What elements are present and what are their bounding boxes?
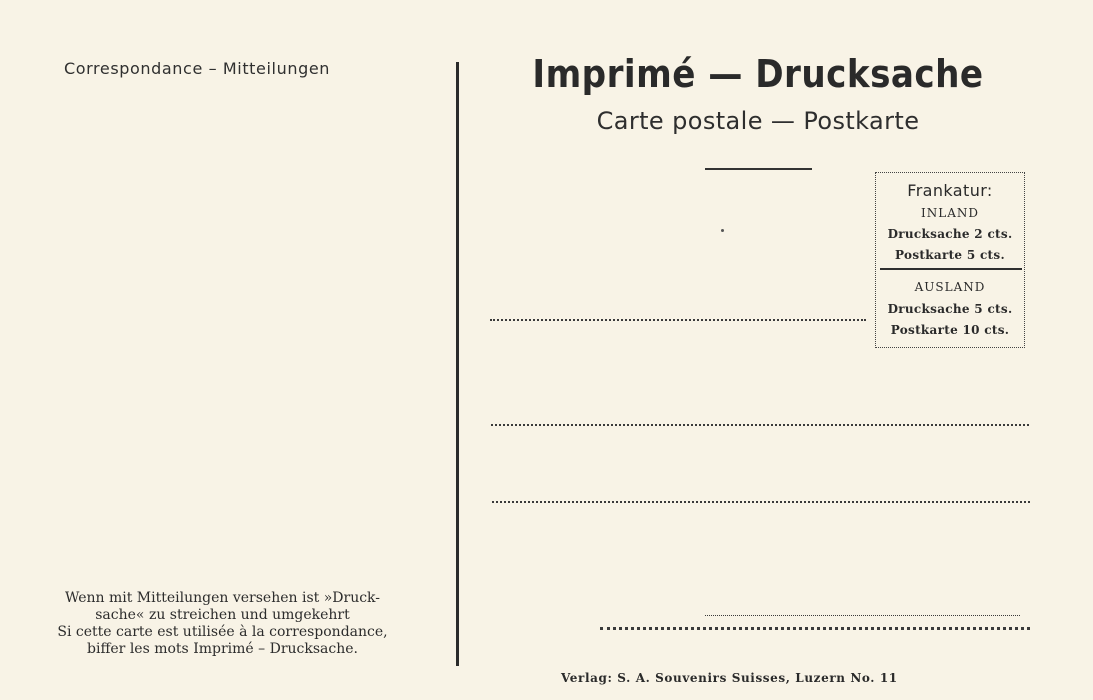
center-divider xyxy=(456,62,459,666)
stamp-inland-rate: Drucksache 2 cts. xyxy=(887,227,1013,241)
stamp-inland-rate: Postkarte 5 cts. xyxy=(895,248,1005,262)
publisher-imprint: Verlag: S. A. Souvenirs Suisses, Luzern No. 11 xyxy=(561,671,898,685)
ink-speck xyxy=(721,229,724,232)
stamp-ausland-label: AUSLAND xyxy=(914,280,986,294)
address-line xyxy=(492,501,1030,503)
instruction-line: biffer les mots Imprimé – Drucksache. xyxy=(87,641,358,657)
address-line xyxy=(491,424,1029,426)
instruction-line: sache« zu streichen und umgekehrt xyxy=(95,607,350,623)
instruction-line: Wenn mit Mitteilungen versehen ist »Druck- xyxy=(64,590,381,606)
usage-instructions xyxy=(10,590,435,658)
correspondence-heading: Correspondance – Mitteilungen xyxy=(64,59,331,78)
stamp-ausland-rate: Postkarte 10 cts. xyxy=(890,323,1010,337)
stamp-box xyxy=(875,172,1025,348)
card-subtitle: Carte postale — Postkarte xyxy=(596,107,920,135)
instruction-line: Si cette carte est utilisée à la correspondance, xyxy=(57,624,388,640)
stamp-box-separator xyxy=(880,268,1022,270)
stamp-box-title: Frankatur: xyxy=(907,181,993,200)
stamp-inland-label: INLAND xyxy=(921,206,979,220)
card-title: Imprimé — Drucksache xyxy=(532,52,984,96)
address-line xyxy=(490,319,866,321)
address-line xyxy=(705,615,1020,616)
stamp-ausland-rate: Drucksache 5 cts. xyxy=(887,302,1013,316)
title-rule xyxy=(705,168,812,170)
address-line xyxy=(600,627,1030,630)
